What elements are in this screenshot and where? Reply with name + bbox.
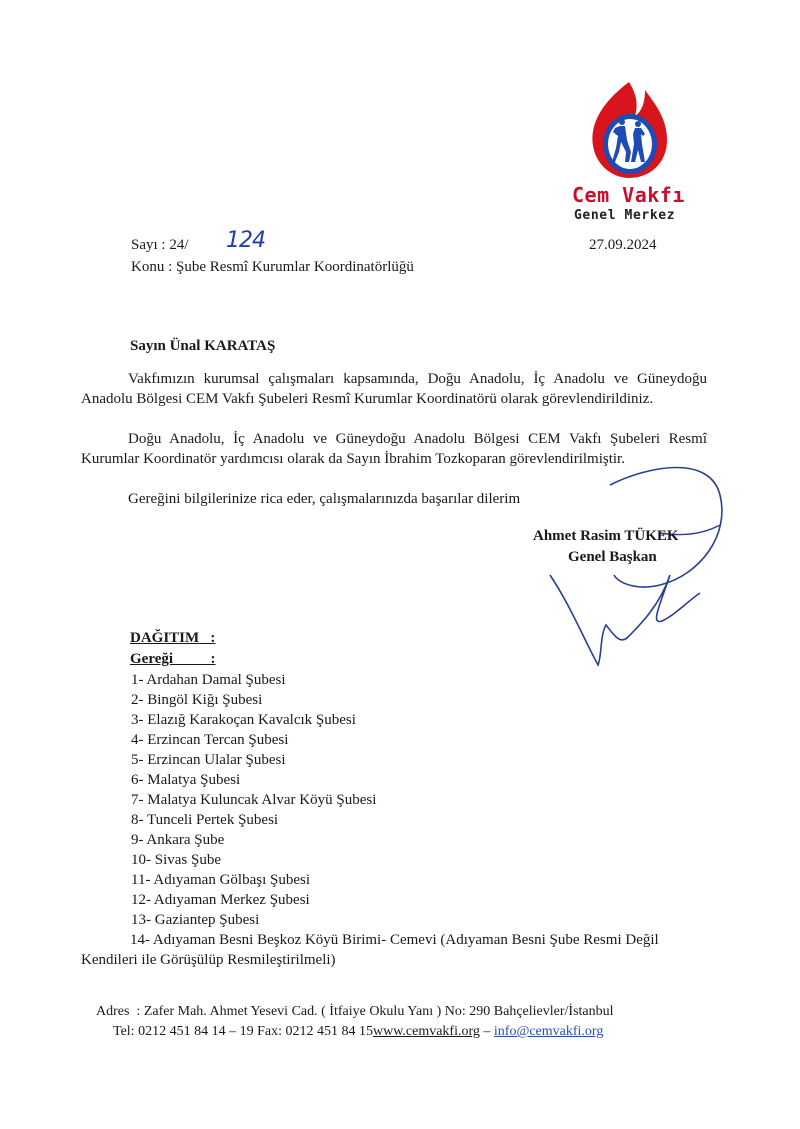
paragraph-1: [81, 369, 707, 409]
list-item: 2- Bingöl Kiğı Şubesi: [131, 692, 263, 708]
list-item: 7- Malatya Kuluncak Alvar Köyü Şubesi: [131, 792, 377, 808]
paragraph-text: Doğu Anadolu, İç Anadolu ve Güneydoğu Anadolu Bölgesi CEM Vakfı Şubeleri Resmî Kurumlar Koordinatör yardımcısı olarak da Sayın İbrahim Tozkoparan görevlendirilmiştir.: [81, 431, 707, 467]
signer-title: Genel Başkan: [568, 549, 657, 565]
list-item: 11- Adıyaman Gölbaşı Şubesi: [131, 872, 311, 888]
paragraph-text: Vakfımızın kurumsal çalışmaları kapsamında, Doğu Anadolu, İç Anadolu ve Güneydoğu Anadolu Bölgesi CEM Vakfı Şubeleri Resmî Kurumlar Koordinatörü olarak görevlendirildiniz.: [81, 371, 707, 407]
list-item: 5- Erzincan Ulalar Şubesi: [131, 752, 286, 768]
reference-number-label: Sayı : 24/: [131, 237, 189, 253]
list-item: 12- Adıyaman Merkez Şubesi: [131, 892, 310, 908]
org-name: Cem Vakfı: [572, 183, 685, 207]
reference-number-handwritten: 124: [226, 228, 265, 253]
list-item: 14- Adıyaman Besni Beşkoz Köyü Birimi- Cemevi (Adıyaman Besni Şube Resmi Değil Kendileri ile Görüşülüp Resmileştirilmeli): [81, 932, 659, 968]
distribution-subtitle: Gereği :: [130, 651, 216, 667]
org-subtitle: Genel Merkez: [574, 208, 676, 223]
footer-tel-fax: Tel: 0212 451 84 14 – 19 Fax: 0212 451 84 15: [113, 1024, 373, 1039]
list-item: 4- Erzincan Tercan Şubesi: [131, 732, 289, 748]
letter-date: 27.09.2024: [589, 237, 657, 253]
distribution-last-item: [81, 930, 711, 970]
list-item: 10- Sivas Şube: [131, 852, 221, 868]
list-item: 3- Elazığ Karakoçan Kavalcık Şubesi: [131, 712, 356, 728]
website-link[interactable]: www.cemvakfi.org: [372, 1024, 480, 1039]
list-item: 6- Malatya Şubesi: [131, 772, 241, 788]
list-item: 13- Gaziantep Şubesi: [131, 912, 260, 928]
list-item: 1- Ardahan Damal Şubesi: [131, 672, 286, 688]
footer-contact: [113, 1024, 603, 1040]
cem-vakfi-logo-icon: [585, 78, 673, 180]
distribution-title: DAĞITIM :: [130, 630, 216, 646]
paragraph-text: Gereğini bilgilerinize rica eder, çalışmalarınızda başarılar dilerim: [128, 491, 521, 507]
signer-name: Ahmet Rasim TÜKEK: [533, 528, 679, 544]
footer-address: Adres : Zafer Mah. Ahmet Yesevi Cad. ( İtfaiye Okulu Yanı ) No: 290 Bahçelievler/İstanbul: [96, 1004, 614, 1019]
footer-separator: –: [479, 1024, 494, 1039]
list-item: 8- Tunceli Pertek Şubesi: [131, 812, 279, 828]
email-link[interactable]: info@cemvakfi.org: [493, 1024, 604, 1039]
subject-line: Konu : Şube Resmî Kurumlar Koordinatörlüğü: [131, 259, 414, 275]
list-item: 9- Ankara Şube: [131, 832, 225, 848]
distribution-list: [131, 670, 376, 930]
addressee: Sayın Ünal KARATAŞ: [130, 338, 276, 354]
